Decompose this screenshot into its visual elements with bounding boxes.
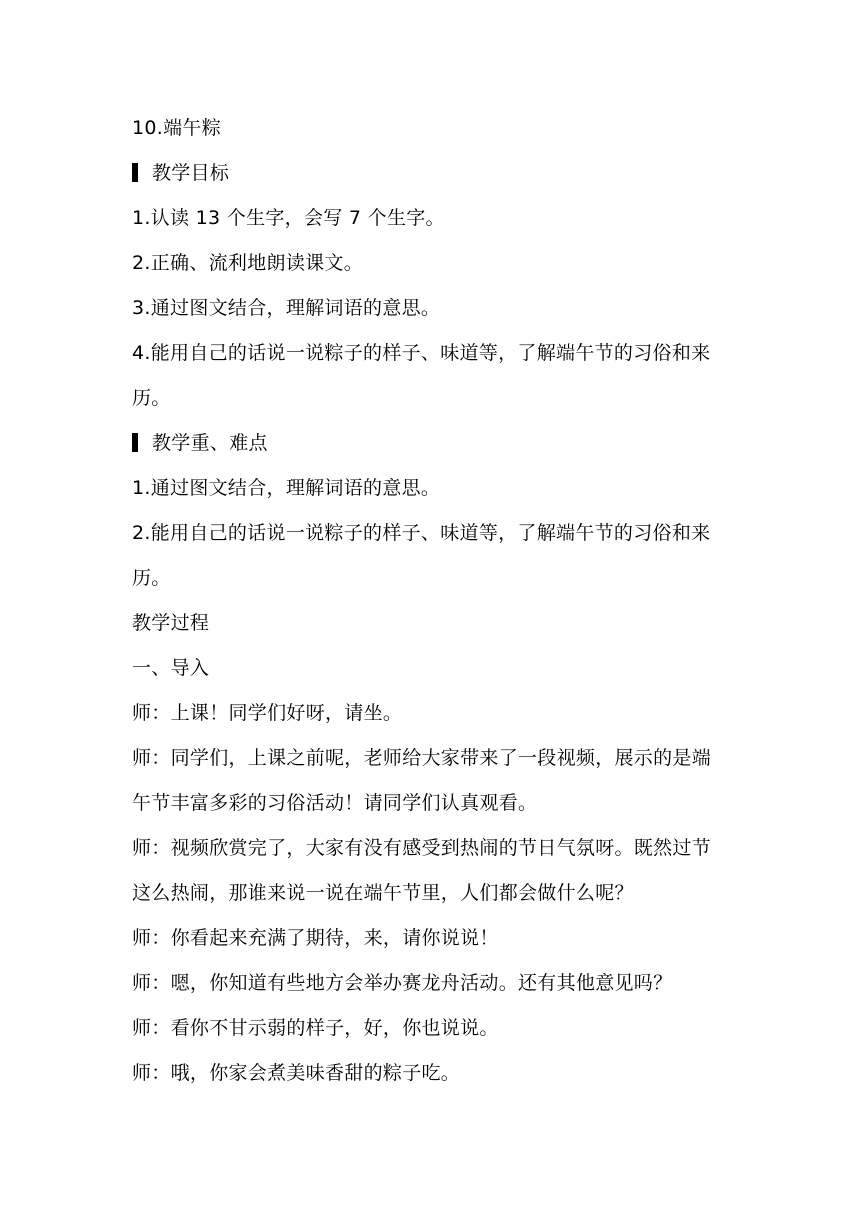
key-point-item: 2.能用自己的话说一说粽子的样子、味道等，了解端午节的习俗和来 [132,522,711,544]
dialogue-line: 师：同学们，上课之前呢，老师给大家带来了一段视频，展示的是端 [132,747,712,769]
dialogue-line: 师：嗯，你知道有些地方会举办赛龙舟活动。还有其他意见吗？ [132,972,673,994]
process-heading: 教学过程 [132,612,210,634]
goals-heading-text: 教学目标 [152,162,230,184]
key-point-item-continued: 历。 [132,567,171,589]
dialogue-line: 师：视频欣赏完了，大家有没有感受到热闹的节日气氛呀。既然过节 [132,837,712,859]
dialogue-line: 师：你看起来充满了期待，来，请你说说！ [132,927,499,949]
section-marker-icon [132,163,138,182]
dialogue-line: 师：看你不甘示弱的样子，好，你也说说。 [132,1017,499,1039]
goal-item: 3.通过图文结合，理解词语的意思。 [132,297,441,319]
goal-item: 4.能用自己的话说一说粽子的样子、味道等，了解端午节的习俗和来 [132,342,711,364]
key-points-heading-text: 教学重、难点 [152,432,268,454]
section-marker-icon [132,433,138,452]
goal-item: 1.认读 13 个生字，会写 7 个生字。 [132,207,445,229]
dialogue-line: 午节丰富多彩的习俗活动！请同学们认真观看。 [132,792,538,814]
goals-heading [132,160,229,186]
goal-item: 2.正确、流利地朗读课文。 [132,252,364,274]
key-points-heading [132,430,268,456]
dialogue-line: 师：哦，你家会煮美味香甜的粽子吃。 [132,1062,461,1084]
dialogue-line: 这么热闹，那谁来说一说在端午节里，人们都会做什么呢？ [132,882,634,904]
intro-heading: 一、导入 [132,657,210,679]
goal-item-continued: 历。 [132,387,171,409]
dialogue-line: 师：上课！同学们好呀，请坐。 [132,702,403,724]
lesson-title: 10.端午粽 [132,117,222,139]
key-point-item: 1.通过图文结合，理解词语的意思。 [132,477,441,499]
